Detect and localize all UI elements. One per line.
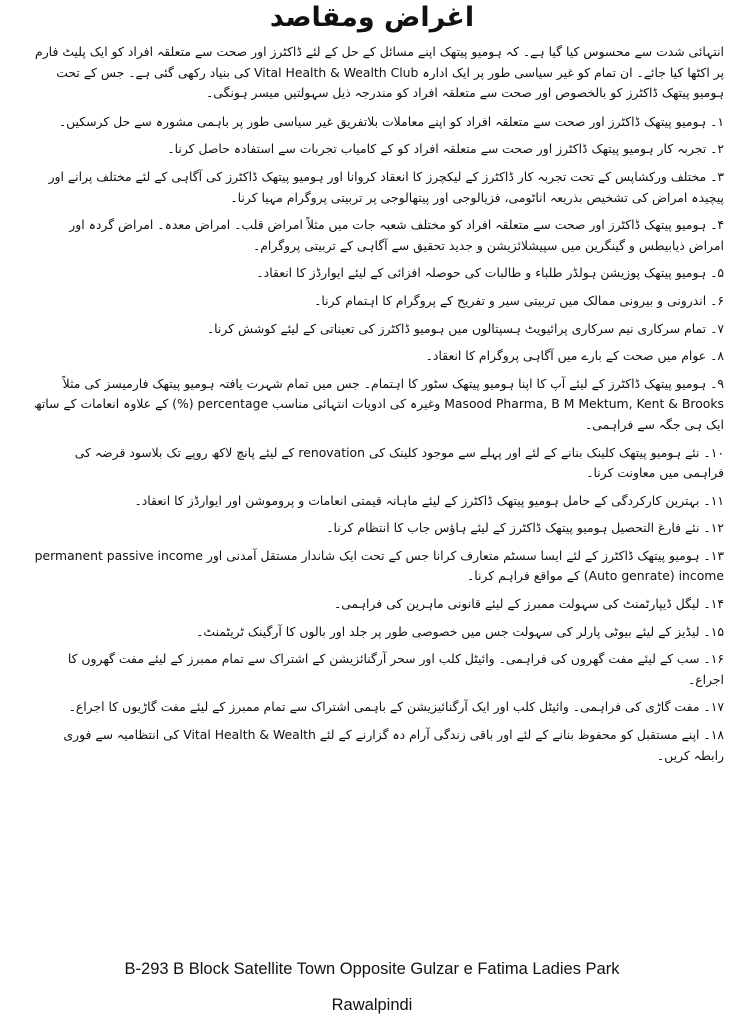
list-item-13: ۱۳۔ ہومیو پیتھک ڈاکٹرز کے لئے ایسا سسٹم متعارف کرانا جس کے تحت ایک شاندار مستقل آمدنی اور permanent passive income (Auto genrate) income کے مواقع فراہم کرنا۔ bbox=[34, 547, 724, 584]
list-item-14: ۱۴۔ لیگل ڈیپارٹمنٹ کی سہولت ممبرز کے لیئے قانونی ماہرین کی فراہمی۔ bbox=[333, 596, 724, 612]
intro-paragraph: انتہائی شدت سے محسوس کیا گیا ہے۔ کہ ہومیو پیتھک اپنے مسائل کے حل کے لئے ڈاکٹرز اور صحت سے متعلقہ افراد کو ایک پلیٹ فارم پر اکٹھا کیا جائے۔ ان تمام کو غیر سیاسی طور پر ایک ادارہ Vital Health & Wealth Club کی بنیاد رکھی گئی ہے۔ جس کے تحت ہومیو پیتھک ڈاکٹرز کو بالخصوص اور صحت سے متعلقہ افراد کو مندرجہ ذیل سہولتیں میسر ہونگی۔ bbox=[35, 44, 724, 101]
list-item-15: ۱۵۔ لیڈیز کے لیئے بیوٹی پارلر کی سہولت جس میں خصوصی طور پر جلد اور بالوں کا آرگینک ٹریٹمنٹ۔ bbox=[196, 623, 724, 639]
address-line-2: Rawalpindi bbox=[331, 996, 413, 1014]
list-item-4: ۴۔ ہومیو پیتھک ڈاکٹرز اور صحت سے متعلقہ افراد کو مختلف شعبہ جات میں مثلاً امراض قلب۔ امراض معدہ۔ امراض گردہ اور امراض ذیابیطس و گینگرین میں سپیشلائزیشن و جدید تحقیق سے آگاہی کے تربیتی پروگرام۔ bbox=[69, 217, 724, 253]
list-item-17: ۱۷۔ مفت گاڑی کی فراہمی۔ وائیٹل کلب اور ایک آرگنائیزیشن کے باہمی اشتراک سے تمام ممبرز کے لیئے مفت گاڑیوں کا اجراع۔ bbox=[68, 699, 724, 715]
list-item-1: ۱۔ ہومیو پیتھک ڈاکٹرز اور صحت سے متعلقہ افراد کو اپنے معاملات بلاتفریق غیر سیاسی طور پر باہمی مشورہ سے حل کرسکیں۔ bbox=[58, 113, 724, 129]
list-item-10: ۱۰۔ نئے ہومیو پیتھک کلینک بنانے کے لئے اور پہلے سے موجود کلینک کی renovation کے لیئے پانچ لاکھ روپے تک بلاسود قرضہ کی فراہمی میں معاونت کرنا۔ bbox=[74, 444, 724, 481]
document-body bbox=[30, 42, 724, 773]
list-item-7: ۷۔ تمام سرکاری نیم سرکاری پرائیویٹ ہسپتالوں میں ہومیو ڈاکٹرز کی تعیناتی کے لیئے کوشش کرنا۔ bbox=[206, 320, 724, 336]
list-item-8: ۸۔ عوام میں صحت کے بارے میں آگاہی پروگرام کا انعقاد۔ bbox=[425, 348, 724, 364]
page-title: اغراض ومقاصد bbox=[269, 2, 475, 33]
list-item-18: ۱۸۔ اپنے مستقبل کو محفوظ بنانے کے لئے اور باقی زندگی آرام دہ گزارنے کے لئے Vital Health & Wealth کی انتظامیہ سے فوری رابطہ کریں۔ bbox=[63, 727, 724, 763]
list-item-5: ۵۔ ہومیو پیتھک پوزیشن ہولڈر طلباء و طالبات کی حوصلہ افزائی کے لیئے ایوارڈز کا انعقاد۔ bbox=[256, 265, 724, 281]
list-item-3: ۳۔ مختلف ورکشاپس کے تحت تجربہ کار ڈاکٹرز کے لیکچرز کا انعقاد کروانا اور ہومیو پیتھک ڈاکٹرز کی آگاہی کے لئے مختلف پرانے اور پیچیدہ امراض کی تشخیص بذریعہ اناٹومی، فزیالوجی اور پیتھالوجی پر تربیتی پروگرام مہیا کرنا۔ bbox=[48, 168, 724, 205]
list-item-12: ۱۲۔ نئے فارغ التحصیل ہومیو پیتھک ڈاکٹرز کے لیئے ہاؤس جاب کا انتظام کرنا۔ bbox=[326, 520, 724, 536]
list-item-9: ۹۔ ہومیو پیتھک ڈاکٹرز کے لیئے آپ کا اپنا ہومیو پیتھک سٹور کا اہتمام۔ جس میں تمام شہرت یافتہ ہومیو پیتھک فارمیسز کی مثلاً Masood Pharma, B M Mektum, Kent & Brooks وغیرہ کی ادویات انتہائی مناسب percentage (%) کے علاوہ انعامات کے ساتھ ایک ہی جگہ سے فراہمی۔ bbox=[33, 375, 724, 432]
address-line-1: B-293 B Block Satellite Town Opposite Gulzar e Fatima Ladies Park bbox=[124, 960, 620, 978]
list-item-2: ۲۔ تجربہ کار ہومیو پیتھک ڈاکٹرز اور صحت سے متعلقہ افراد کو کے کامیاب تجربات سے استفادہ حاصل کرنا۔ bbox=[167, 141, 724, 157]
list-item-11: ۱۱۔ بہترین کارکردگی کے حامل ہومیو پیتھک ڈاکٹرز کے لیئے ماہانہ قیمتی انعامات و پروموشن اور ایوارڈز کا انعقاد۔ bbox=[134, 492, 724, 508]
list-item-6: ۶۔ اندرونی و بیرونی ممالک میں تربیتی سیر و تفریح کے پروگرام کا اہتمام کرنا۔ bbox=[314, 292, 724, 308]
list-item-16: ۱۶۔ سب کے لیئے مفت گھروں کی فراہمی۔ وائیٹل کلب اور سحر آرگنائزیشن کے اشتراک سے تمام ممبرز کے لیئے مفت گھروں کا اجراع۔ bbox=[67, 651, 724, 687]
